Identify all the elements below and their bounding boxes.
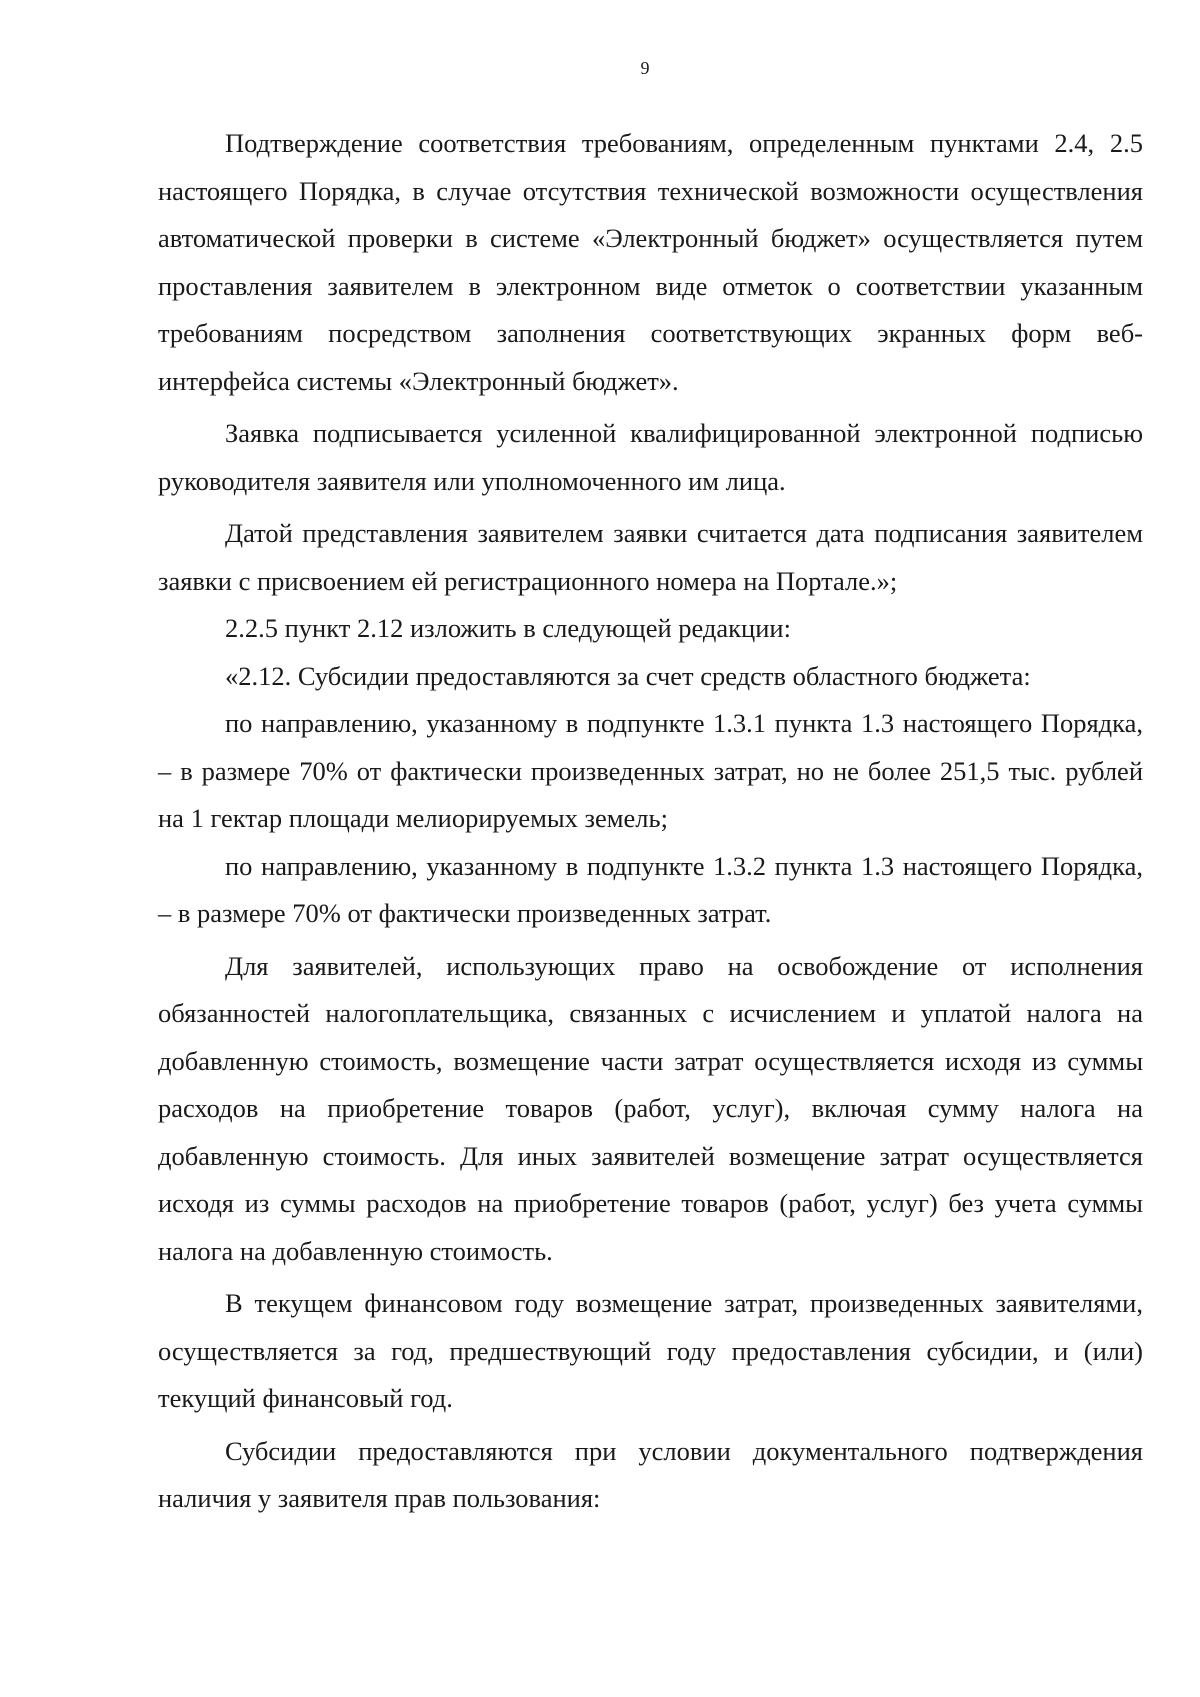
paragraph-direction-1: по направлению, указанному в подпункте 1.3.1 пункта 1.3 настоящего Порядка, – в размере 70% от фактически произведенных затрат, но не более 251,5 тыс. рублей на 1 гектар площади мелиорируемых земель; [158, 708, 1143, 833]
paragraph-vat: Для заявителей, использующих право на освобождение от исполнения обязанностей налогоплательщика, связанных с исчислением и уплатой налога на добавленную стоимость, возмещение части затрат осуществляется исходя из суммы расходов на приобретение товаров (работ, услуг), включая сумму налога на добавленную стоимость. Для иных заявителей возмещение затрат осуществляется исходя из суммы расходов на приобретение товаров (работ, услуг) без учета суммы налога на добавленную стоимость. [158, 950, 1143, 1266]
paragraph-usage-rights: Субсидии предоставляются при условии документального подтверждения наличия у заявителя прав пользования: [158, 1435, 1143, 1513]
paragraph-confirmation: Подтверждение соответствия требованиям, определенным пунктами 2.4, 2.5 настоящего Порядка, в случае отсутствия технической возможности осуществления автоматической проверки в системе «Электронный бюджет» осуществляется путем проставления заявителем в электронном виде отметок о соответствии указанным требованиям посредством заполнения соответствующих экранных форм веб-интерфейса системы «Электронный бюджет». [158, 128, 1143, 396]
paragraph-signature: Заявка подписывается усиленной квалифицированной электронной подписью руководителя заявителя или уполномоченного им лица. [158, 418, 1143, 496]
paragraph-direction-2: по направлению, указанному в подпункте 1.3.2 пункта 1.3 настоящего Порядка, – в размере 70% от фактически произведенных затрат. [158, 850, 1143, 928]
paragraph-submission-date: Датой представления заявителем заявки считается дата подписания заявителем заявки с присвоением ей регистрационного номера на Портале.»; [158, 518, 1143, 596]
paragraph-current-year: В текущем финансовом году возмещение затрат, произведенных заявителями, осуществляется за год, предшествующий году предоставления субсидии, и (или) текущий финансовый год. [158, 1288, 1143, 1413]
document-body [158, 120, 1143, 1523]
page-number: 9 [640, 58, 650, 78]
paragraph-subsidy-clause: «2.12. Субсидии предоставляются за счет средств областного бюджета: [225, 660, 1031, 691]
paragraph-amendment: 2.2.5 пункт 2.12 изложить в следующей редакции: [225, 613, 791, 643]
